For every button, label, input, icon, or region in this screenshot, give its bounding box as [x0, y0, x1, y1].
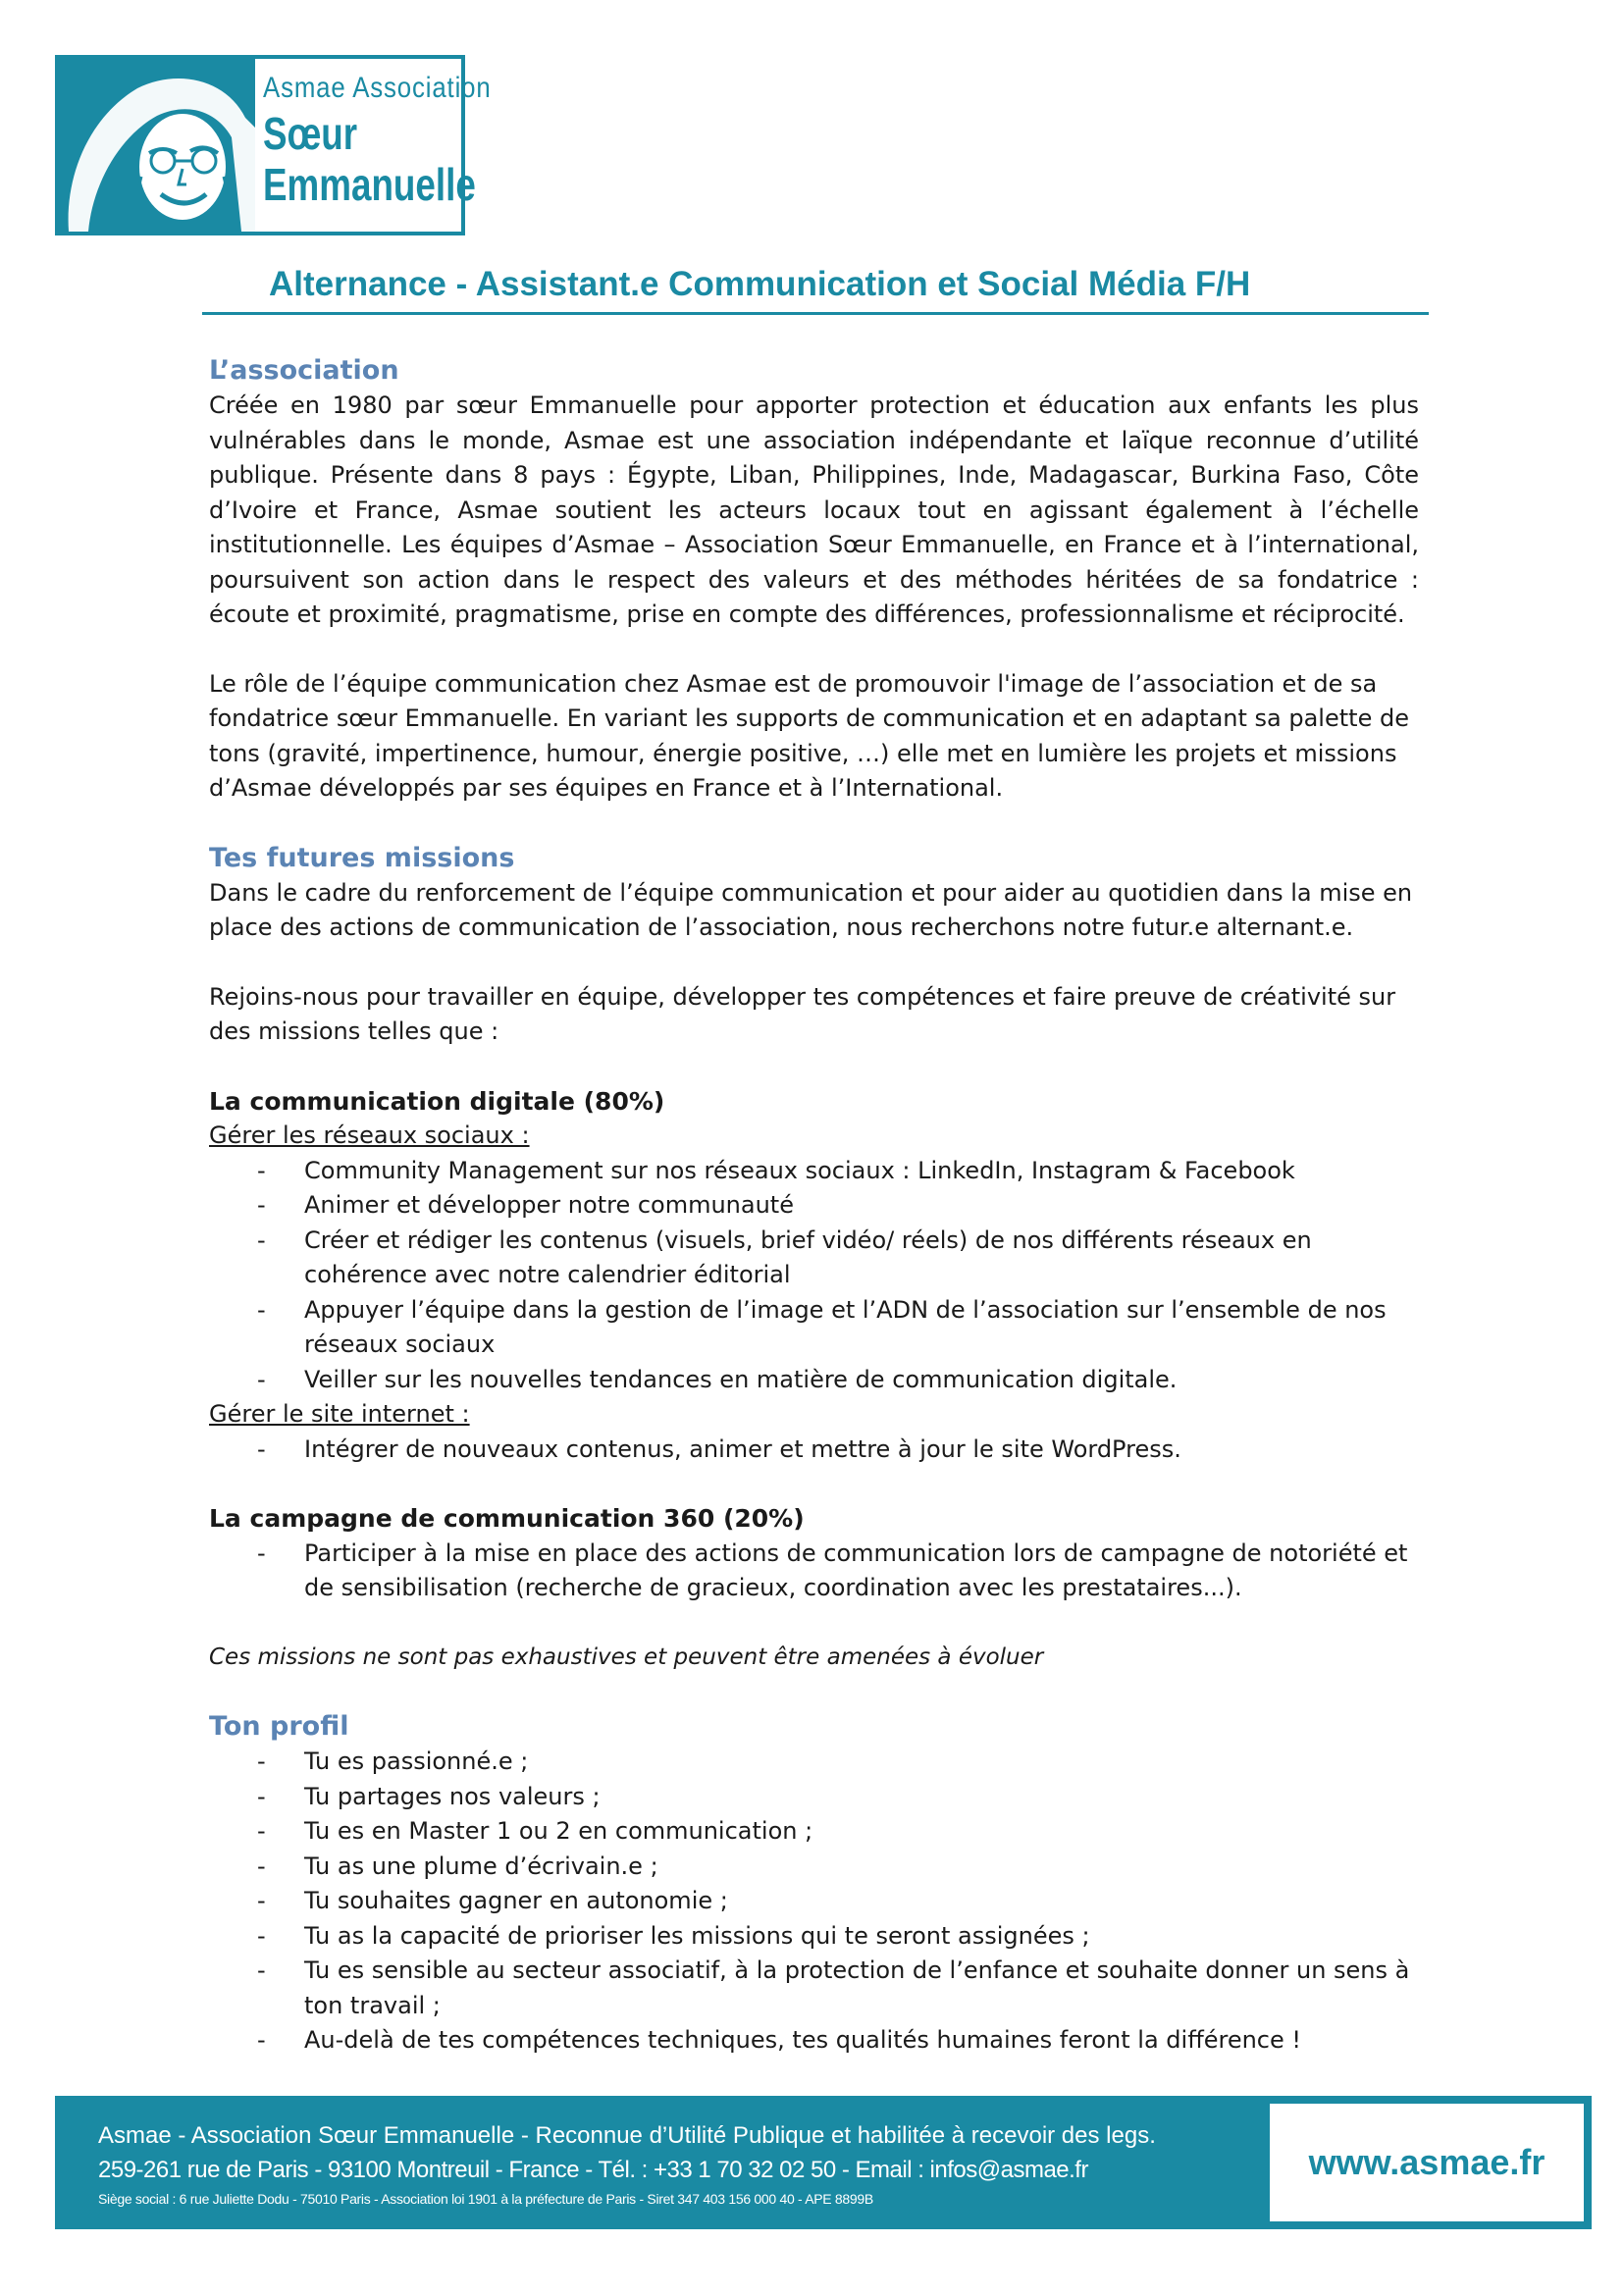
footer-url-box — [1270, 2104, 1584, 2221]
list-item: - Intégrer de nouveaux contenus, animer et mettre à jour le site WordPress. — [209, 1433, 1419, 1468]
list-item: - Tu es passionné.e ; — [209, 1745, 1419, 1780]
job-title: Alternance - Assistant.e Communication et Social Média F/H — [269, 265, 1251, 303]
social-networks-label: Gérer les réseaux sociaux : — [209, 1121, 530, 1149]
job-title-block — [202, 265, 1429, 315]
list-item: - Tu partages nos valeurs ; — [209, 1780, 1419, 1815]
missions-paragraph-1: Dans le cadre du renforcement de l’équipe communication et pour aider au quotidien dans la mise en place des actions de communication de l’association, nous recherchons notre futur.e alternant.e. — [209, 878, 1413, 941]
website-link[interactable]: www.asmae.fr — [1308, 2142, 1545, 2182]
profile-list — [209, 1745, 1419, 2059]
list-item: - Community Management sur nos réseaux sociaux : LinkedIn, Instagram & Facebook — [209, 1154, 1419, 1189]
footer-line-2: 259-261 rue de Paris - 93100 Montreuil - France - Tél. : +33 1 70 32 02 50 - Email : infos@asmae.fr — [98, 2157, 1088, 2183]
list-item: - Tu as la capacité de prioriser les missions qui te seront assignées ; — [209, 1919, 1419, 1955]
list-item: - Participer à la mise en place des actions de communication lors de campagne de notoriété et de sensibilisation (recherche de gracieux, coordination avec les prestataires...). — [209, 1537, 1419, 1606]
missions-paragraph-2: Rejoins-nous pour travailler en équipe, développer tes compétences et faire preuve de créativité sur des missions telles que : — [209, 982, 1396, 1045]
list-item: - Veiller sur les nouvelles tendances en matière de communication digitale. — [209, 1363, 1419, 1398]
list-item: - Tu as une plume d’écrivain.e ; — [209, 1850, 1419, 1885]
list-item: - Créer et rédiger les contenus (visuels, brief vidéo/ réels) de nos différents réseaux en cohérence avec notre calendrier éditorial — [209, 1224, 1419, 1293]
logo-wordmark — [263, 69, 529, 210]
logo-line-soeur: Sœur — [263, 108, 358, 159]
social-networks-list — [209, 1154, 1419, 1398]
association-paragraph-2: Le rôle de l’équipe communication chez Asmae est de promouvoir l'image de l’association et de sa fondatrice sœur Emmanuelle. En variant les supports de communication et en adaptant sa palette de tons (gravité, impertinence, humour, énergie positive, …) elle met en lumière les projets et missions d’Asmae développés par ses équipes en France et à l’International. — [209, 669, 1409, 802]
asmae-logo — [55, 55, 492, 235]
profile-heading: Ton profil — [209, 1711, 349, 1742]
soeur-emmanuelle-portrait-image — [59, 59, 255, 232]
logo-line-asmae-association: Asmae Association — [263, 72, 492, 104]
campaign-heading: La campagne de communication 360 (20%) — [209, 1504, 805, 1533]
list-item: - Tu es en Master 1 ou 2 en communication ; — [209, 1814, 1419, 1850]
list-item: - Appuyer l’équipe dans la gestion de l’image et l’ADN de l’association sur l’ensemble de nos réseaux sociaux — [209, 1293, 1419, 1363]
list-item: - Tu souhaites gagner en autonomie ; — [209, 1884, 1419, 1919]
website-label: Gérer le site internet : — [209, 1400, 470, 1428]
footer-line-1: Asmae - Association Sœur Emmanuelle - Reconnue d’Utilité Publique et habilitée à recevoir des legs. — [98, 2122, 1156, 2149]
job-description — [209, 353, 1419, 2059]
campaign-list — [209, 1537, 1419, 1606]
list-item: - Tu es sensible au secteur associatif, à la protection de l’enfance et souhaite donner un sens à ton travail ; — [209, 1954, 1419, 2023]
website-list — [209, 1433, 1419, 1468]
footer-contact-info — [98, 2119, 1156, 2210]
list-item: - Au-delà de tes compétences techniques, tes qualités humaines feront la différence ! — [209, 2023, 1419, 2059]
missions-heading: Tes futures missions — [209, 842, 515, 873]
footer-line-3: Siège social : 6 rue Juliette Dodu - 75010 Paris - Association loi 1901 à la préfecture de Paris - Siret 347 403 156 000 40 - APE 8899B — [98, 2191, 873, 2207]
association-paragraph-1: Créée en 1980 par sœur Emmanuelle pour apporter protection et éducation aux enfants les plus vulnérables dans le monde, Asmae est une association indépendante et laïque reconnue d’utilité publique. Présente dans 8 pays : Égypte, Liban, Philippines, Inde, Madagascar, Burkina Faso, Côte d’Ivoire et France, Asmae soutient les acteurs locaux tout en agissant également à l’échelle institutionnelle. Les équipes d’Asmae – Association Sœur Emmanuelle, en France et à l’international, poursuivent son action dans le respect des valeurs et des méthodes héritées de sa fondatrice : écoute et proximité, pragmatisme, prise en compte des différences, professionnalisme et réciprocité. — [209, 391, 1419, 628]
association-heading: L’association — [209, 355, 399, 386]
missions-note: Ces missions ne sont pas exhaustives et peuvent être amenées à évoluer — [209, 1643, 1044, 1670]
digital-communication-heading: La communication digitale (80%) — [209, 1086, 665, 1116]
footer — [55, 2096, 1592, 2229]
list-item: - Animer et développer notre communauté — [209, 1188, 1419, 1224]
logo-line-emmanuelle: Emmanuelle — [263, 159, 476, 210]
